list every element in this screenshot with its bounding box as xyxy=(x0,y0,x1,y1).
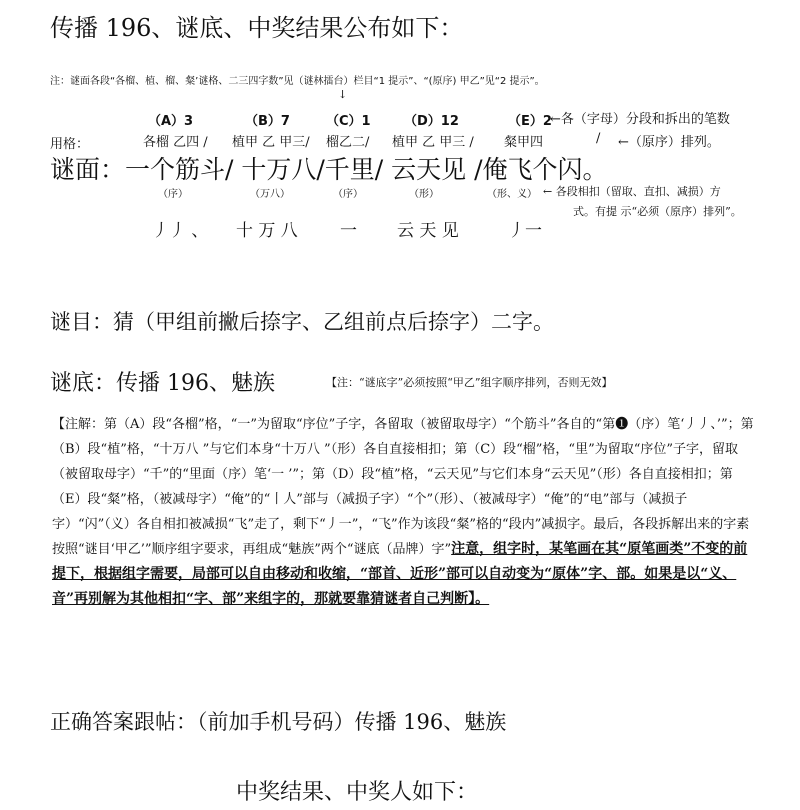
types-note-1: ← 各段相扣（留取、直扣、减损）方 xyxy=(543,185,721,198)
usage-a: 各榴 乙四 / xyxy=(143,135,208,150)
types-note-2: 式。有提 示“必须（原序）排列”。 xyxy=(573,205,742,218)
type-a: （序） xyxy=(158,189,188,200)
explanation-paragraph xyxy=(52,412,760,612)
type-e: （形、义） xyxy=(487,189,537,200)
option-e: （E）2 xyxy=(508,114,552,129)
option-c: （C）1 xyxy=(326,114,371,129)
usage-b: 植甲 乙 甲三/ xyxy=(232,135,310,150)
riddle-target: 谜目：猜（甲组前撇后捺字、乙组前点后捺字）二字。 xyxy=(50,310,554,334)
type-c: （序） xyxy=(333,189,363,200)
result-heading: 中奖结果、中奖人如下： xyxy=(236,780,479,805)
options-note: ←各（字母）分段和拆出的笔数 xyxy=(550,112,730,127)
note-line: 注：谜面各段“各榴、植、榴、粲’谜格、二三四字数”见（谜林擂台）栏目“1 提示”、“(原序) 甲乙”见“2 提示”。 xyxy=(50,76,545,87)
usage-d: 植甲 乙 甲三 / xyxy=(392,135,474,150)
explanation-emphasis: 注意，组字时，某笔画在其“原笔画类”不变的前提下，根据组字需要，局部可以自由移动和收缩，“部首、近形”部可以自动变为“原体”字、部。如果是以“义、音”再别解为其他相扣“字、部”来组字的，那就要靠猜谜者自己判断】。 xyxy=(52,541,748,607)
usage-label: 用格： xyxy=(50,137,90,152)
option-b: （B）7 xyxy=(245,114,290,129)
option-d: （D）12 xyxy=(404,114,459,129)
part-c: 一 xyxy=(340,221,357,241)
type-d: （形） xyxy=(409,189,439,200)
usage-c: 榴乙二/ xyxy=(326,135,370,150)
option-a: （A）3 xyxy=(148,114,194,129)
part-b: 十 万 八 xyxy=(236,221,298,241)
part-e: 丿一 xyxy=(508,221,542,241)
riddle-line: 谜面：一个筋斗/ 十万八/千里/ 云天见 /俺飞个闪。 xyxy=(50,155,608,184)
part-d: 云 天 见 xyxy=(397,221,459,241)
answer-note: 【注：“谜底字”必须按照“甲乙”组字顺序排列，否则无效】 xyxy=(326,376,613,389)
part-a: 丿丿 、 xyxy=(152,221,209,241)
type-b: （万八） xyxy=(250,189,290,200)
page-title: 传播 196、谜底、中奖结果公布如下： xyxy=(50,14,464,42)
usage-e: 粲甲四 xyxy=(504,135,544,150)
usage-note: ←（原序）排列。 xyxy=(618,135,720,150)
usage-slash: / xyxy=(596,131,601,146)
follow-answer: 正确答案跟帖：（前加手机号码）传播 196、魅族 xyxy=(50,710,507,734)
arrow-down-icon: ↓ xyxy=(338,88,348,101)
riddle-answer: 谜底：传播 196、魅族 xyxy=(50,371,275,396)
explanation-text: 【注解：第（A）段“各榴”格，“一”为留取“序位”子字，各留取（被留取母字）“个筋斗”各自的“第❶（序）笔‘丿丿、’”；第（B）段“植”格，“十万八 ”与它们本身“十万八 ”（形）各自直接相扣；第（C）段“榴”格，“里”为留取“序位”子字，留取（被留取母字）“千”的“里面（序）笔‘一 ’”；第（D）段“植”格，“云天见”与它们本身“云天见”（形）各自直接相扣；第（E）段“粲”格，（被减母字）“俺”的“丨人”部与（减损子字）“个”（形）、（被减母字）“俺”的“电”部与（减损子字）“闪”（义）各自相扣被减损“飞”走了，剩下“丿一”，“飞”作为该段“粲”格的“段内”减损字。最后，各段拆解出来的字素按照“谜目‘甲乙’”顺序组字要求，再组成“魅族”两个“谜底（品牌）字” xyxy=(52,417,754,557)
